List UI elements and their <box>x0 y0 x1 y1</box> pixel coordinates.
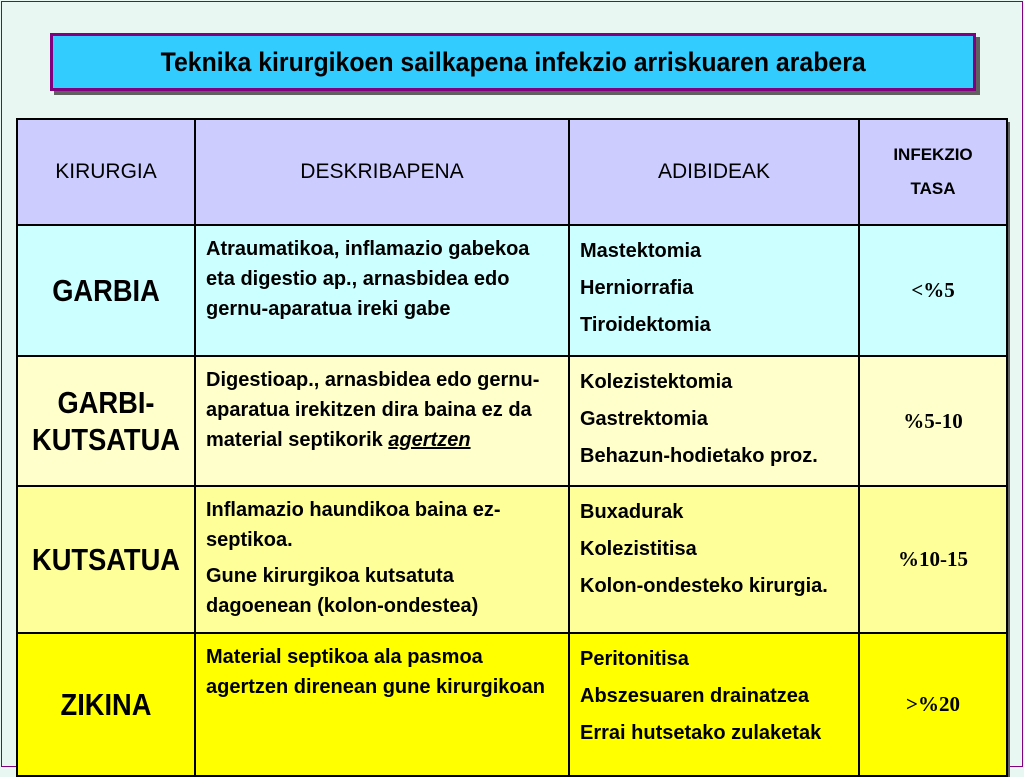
table-row-zikina <box>17 633 1007 776</box>
example-item: Kolezistektomia <box>580 371 733 393</box>
infection-rate-cell <box>859 225 1007 356</box>
description-text: Material septikoa ala pasmoa agertzen direnean gune kirurgikoan <box>206 646 545 698</box>
example-item: Peritonitisa <box>580 648 689 670</box>
category-cell <box>17 486 195 633</box>
header-tasa-line2: TASA <box>910 179 956 198</box>
description-cell <box>195 356 569 486</box>
category-cell <box>17 633 195 776</box>
title-box <box>50 33 976 91</box>
description-cell <box>195 225 569 356</box>
example-item: Kolon-ondesteko kirurgia. <box>580 575 828 597</box>
header-infekzio-tasa <box>859 119 1007 225</box>
description-emphasis: agertzen <box>388 429 471 451</box>
infection-rate-cell <box>859 356 1007 486</box>
header-kirurgia: KIRURGIA <box>17 119 195 225</box>
category-label: GARBIA <box>52 273 160 308</box>
table-header-row <box>17 119 1007 225</box>
infection-rate: >%20 <box>906 692 960 716</box>
example-item: Herniorrafia <box>580 277 694 299</box>
description-text <box>206 365 560 455</box>
example-item: Kolezistitisa <box>580 538 697 560</box>
description-paragraph: Inflamazio haundikoa baina ez-septikoa. <box>206 499 501 551</box>
description-cell <box>195 633 569 776</box>
category-label: ZIKINA <box>60 687 152 722</box>
example-item: Mastektomia <box>580 240 702 262</box>
category-label-line1: GARBI- <box>57 385 155 420</box>
category-label-line2: KUTSATUA <box>31 422 181 457</box>
category-cell <box>17 356 195 486</box>
example-item: Behazun-hodietako proz. <box>580 445 818 467</box>
header-tasa-line1: INFEKZIO <box>893 145 973 164</box>
description-text: Atraumatikoa, inflamazio gabekoa eta digestio ap., arnasbidea edo gernu-aparatua ireki gabe <box>206 238 530 320</box>
example-item: Buxadurak <box>580 501 684 523</box>
infection-rate-cell <box>859 486 1007 633</box>
header-adibideak: ADIBIDEAK <box>569 119 859 225</box>
infection-rate-cell <box>859 633 1007 776</box>
examples-cell <box>569 486 859 633</box>
table-row-garbi-kutsatua <box>17 356 1007 486</box>
table-row-kutsatua <box>17 486 1007 633</box>
header-deskribapena: DESKRIBAPENA <box>195 119 569 225</box>
examples-cell <box>569 225 859 356</box>
description-paragraph: Gune kirurgikoa kutsatuta dagoenean (kolon-ondestea) <box>206 565 479 617</box>
example-item: Errai hutsetako zulaketak <box>580 722 822 744</box>
example-item: Abszesuaren drainatzea <box>580 685 809 707</box>
slide-title: Teknika kirurgikoen sailkapena infekzio arriskuaren arabera <box>160 46 866 77</box>
infection-rate: <%5 <box>911 278 955 302</box>
examples-cell <box>569 356 859 486</box>
classification-table-wrapper <box>16 118 1006 777</box>
infection-rate: %10-15 <box>898 547 968 571</box>
examples-cell <box>569 633 859 776</box>
infection-rate: %5-10 <box>903 408 963 433</box>
table-row-garbia <box>17 225 1007 356</box>
description-main: Digestioap., arnasbidea edo gernu-aparatua irekitzen dira baina ez da material septikorik <box>206 369 540 451</box>
example-item: Tiroidektomia <box>580 314 711 336</box>
category-cell <box>17 225 195 356</box>
description-cell <box>195 486 569 633</box>
classification-table <box>16 118 1008 777</box>
category-label: KUTSATUA <box>31 542 181 577</box>
example-item: Gastrektomia <box>580 408 708 430</box>
